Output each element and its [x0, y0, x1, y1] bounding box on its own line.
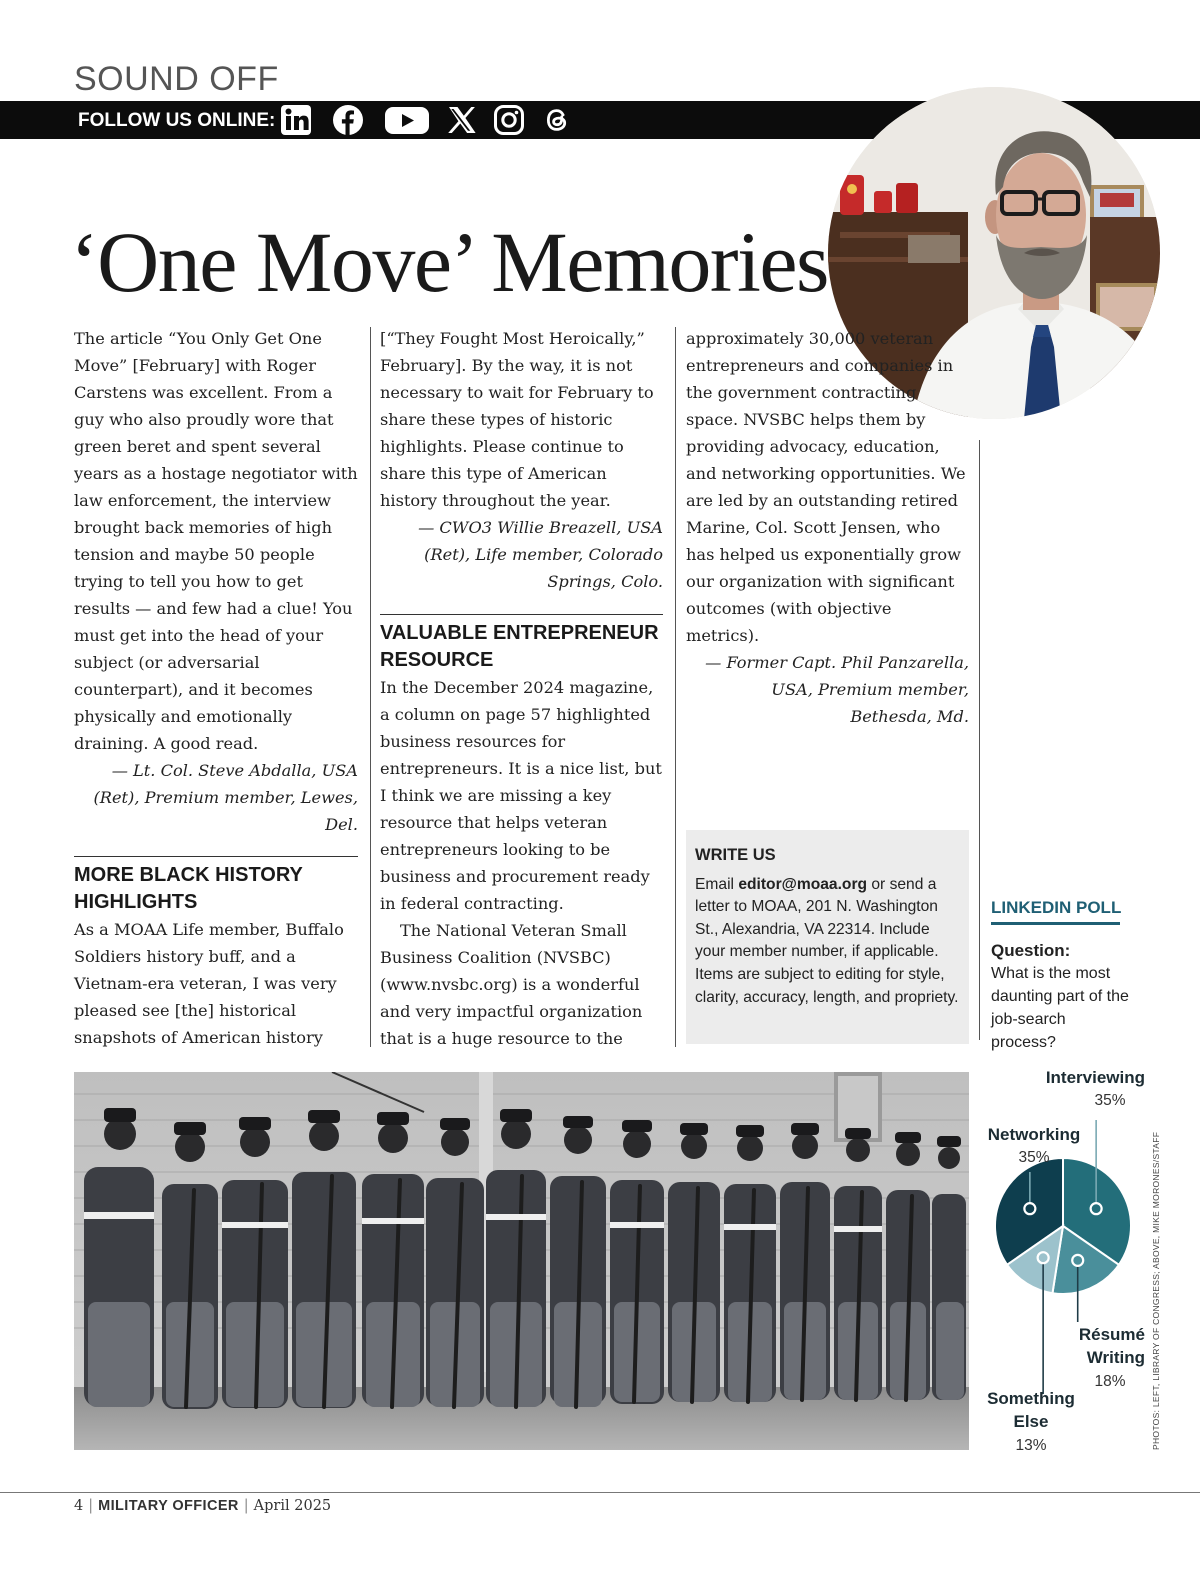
letter-2-heading: MORE BLACK HISTORY HIGHLIGHTS: [74, 864, 303, 913]
pie-value-label: 35%: [1018, 1149, 1050, 1166]
pie-category-label: Writing: [1086, 1348, 1145, 1367]
column-rule: [370, 327, 371, 1047]
pie-value-label: 13%: [1015, 1437, 1047, 1454]
headline: ‘One Move’ Memories: [70, 214, 829, 310]
letter-column-3: [686, 325, 969, 730]
poll-question: [991, 939, 1131, 1054]
buffalo-soldiers-photo: [74, 1072, 969, 1450]
divider: [380, 614, 663, 615]
pie-category-label: Networking: [987, 1125, 1081, 1144]
poll-title: LINKEDIN POLL: [991, 898, 1122, 917]
letter-column-2: [380, 325, 663, 595]
linkedin-icon[interactable]: [280, 104, 312, 136]
follow-label: FOLLOW US ONLINE:: [78, 110, 276, 131]
column-rule: [979, 440, 980, 1040]
letter-2-signature: — CWO3 Willie Breazell, USA (Ret), Life member, Colorado Springs, Colo.: [418, 518, 663, 591]
letter-3-start: [380, 620, 663, 1052]
pie-value-label: 18%: [1094, 1373, 1126, 1390]
poll-rule: [991, 922, 1120, 925]
letter-3-para-1: In the December 2024 magazine, a column on page 57 highlighted business resources for entrepreneurs. It is a nice list, but I think we are missing a key resource that helps veteran entrepreneurs looking to be business and procurement ready in federal contracting.: [380, 678, 662, 913]
letter-2-body-part-1: As a MOAA Life member, Buffalo Soldiers history buff, and a Vietnam-era veteran, I was very pleased see [the] historical snapshots of American history: [74, 920, 344, 1047]
pie-value-label: 35%: [1094, 1092, 1126, 1109]
section-label: SOUND OFF: [74, 60, 279, 98]
letter-3-para-2-part-1: The National Veteran Small Business Coalition (NVSBC) (www.nvsbc.org) is a wonderful and very impactful organization that is a huge resource to the: [380, 921, 643, 1048]
poll-question-label: Question:: [991, 941, 1071, 960]
page-number: 4: [74, 1498, 84, 1514]
poll-question-text: What is the most daunting part of the job-search process?: [991, 965, 1129, 1051]
pie-category-label: Something: [987, 1389, 1075, 1408]
facebook-icon[interactable]: [332, 104, 364, 136]
letter-column-1: [74, 325, 358, 838]
instagram-icon[interactable]: [493, 104, 525, 136]
pie-category-label: Interviewing: [1045, 1068, 1145, 1087]
write-us-box: [686, 830, 969, 1044]
letter-1-body: The article “You Only Get One Move” [February] with Roger Carstens was excellent. From a guy who also proudly wore that green beret and spent several years as a hostage negotiator with law enforcement, the interview brought back memories of high tension and maybe 50 people trying to tell you how to get results — and few had a clue! You must get into the head of your subject (or adversarial counterpart), and it becomes physically and emotionally draining. A good read.: [74, 329, 358, 753]
photo-credit: PHOTOS: LEFT, LIBRARY OF CONGRESS; ABOVE, MIKE MORONES/STAFF: [1151, 1131, 1161, 1450]
divider: [74, 856, 358, 857]
letter-2-body-part-2: [“They Fought Most Heroically,” February]. By the way, it is not necessary to wait for February to share these types of historic highlights. Please continue to share this type of American history throughout the year.: [380, 329, 654, 510]
write-us-title: WRITE US: [695, 846, 776, 864]
letter-3-signature: — Former Capt. Phil Panzarella, USA, Premium member, Bethesda, Md.: [705, 653, 969, 726]
threads-icon[interactable]: [542, 104, 572, 136]
write-us-text: Email editor@moaa.org or send a letter to MOAA, 201 N. Washington St., Alexandria, VA 22314. Include your member number, if applicable. Items are subject to editing for style, clarity, accuracy, length, and propriety.: [695, 875, 959, 1006]
youtube-icon[interactable]: [384, 104, 430, 136]
letter-3-heading: VALUABLE ENTREPRENEUR RESOURCE: [380, 622, 659, 671]
pie-category-label: Else: [1013, 1412, 1049, 1431]
magazine-name: MILITARY OFFICER: [98, 1498, 239, 1514]
pie-category-label: Résumé: [1078, 1325, 1145, 1344]
letter-3-para-2-part-2: approximately 30,000 veteran entrepreneurs and companies in the government contracting space. NVSBC helps them by providing advocacy, education, and networking opportunities. We are led by an outstanding retired Marine, Col. Scott Jensen, who has helped us exponentially grow our organization with significant outcomes (with objective metrics).: [686, 329, 966, 645]
footer: 4 | MILITARY OFFICER | April 2025: [74, 1498, 332, 1514]
poll-pie-chart: [975, 1060, 1165, 1460]
email-link[interactable]: editor@moaa.org: [738, 875, 868, 893]
x-icon[interactable]: [446, 104, 478, 136]
letter-2-start: [74, 862, 358, 1051]
letter-1-signature: — Lt. Col. Steve Abdalla, USA (Ret), Premium member, Lewes, Del.: [93, 761, 358, 834]
column-rule: [675, 327, 676, 1047]
footer-rule: [0, 1492, 1200, 1493]
issue-date: April 2025: [253, 1498, 332, 1514]
